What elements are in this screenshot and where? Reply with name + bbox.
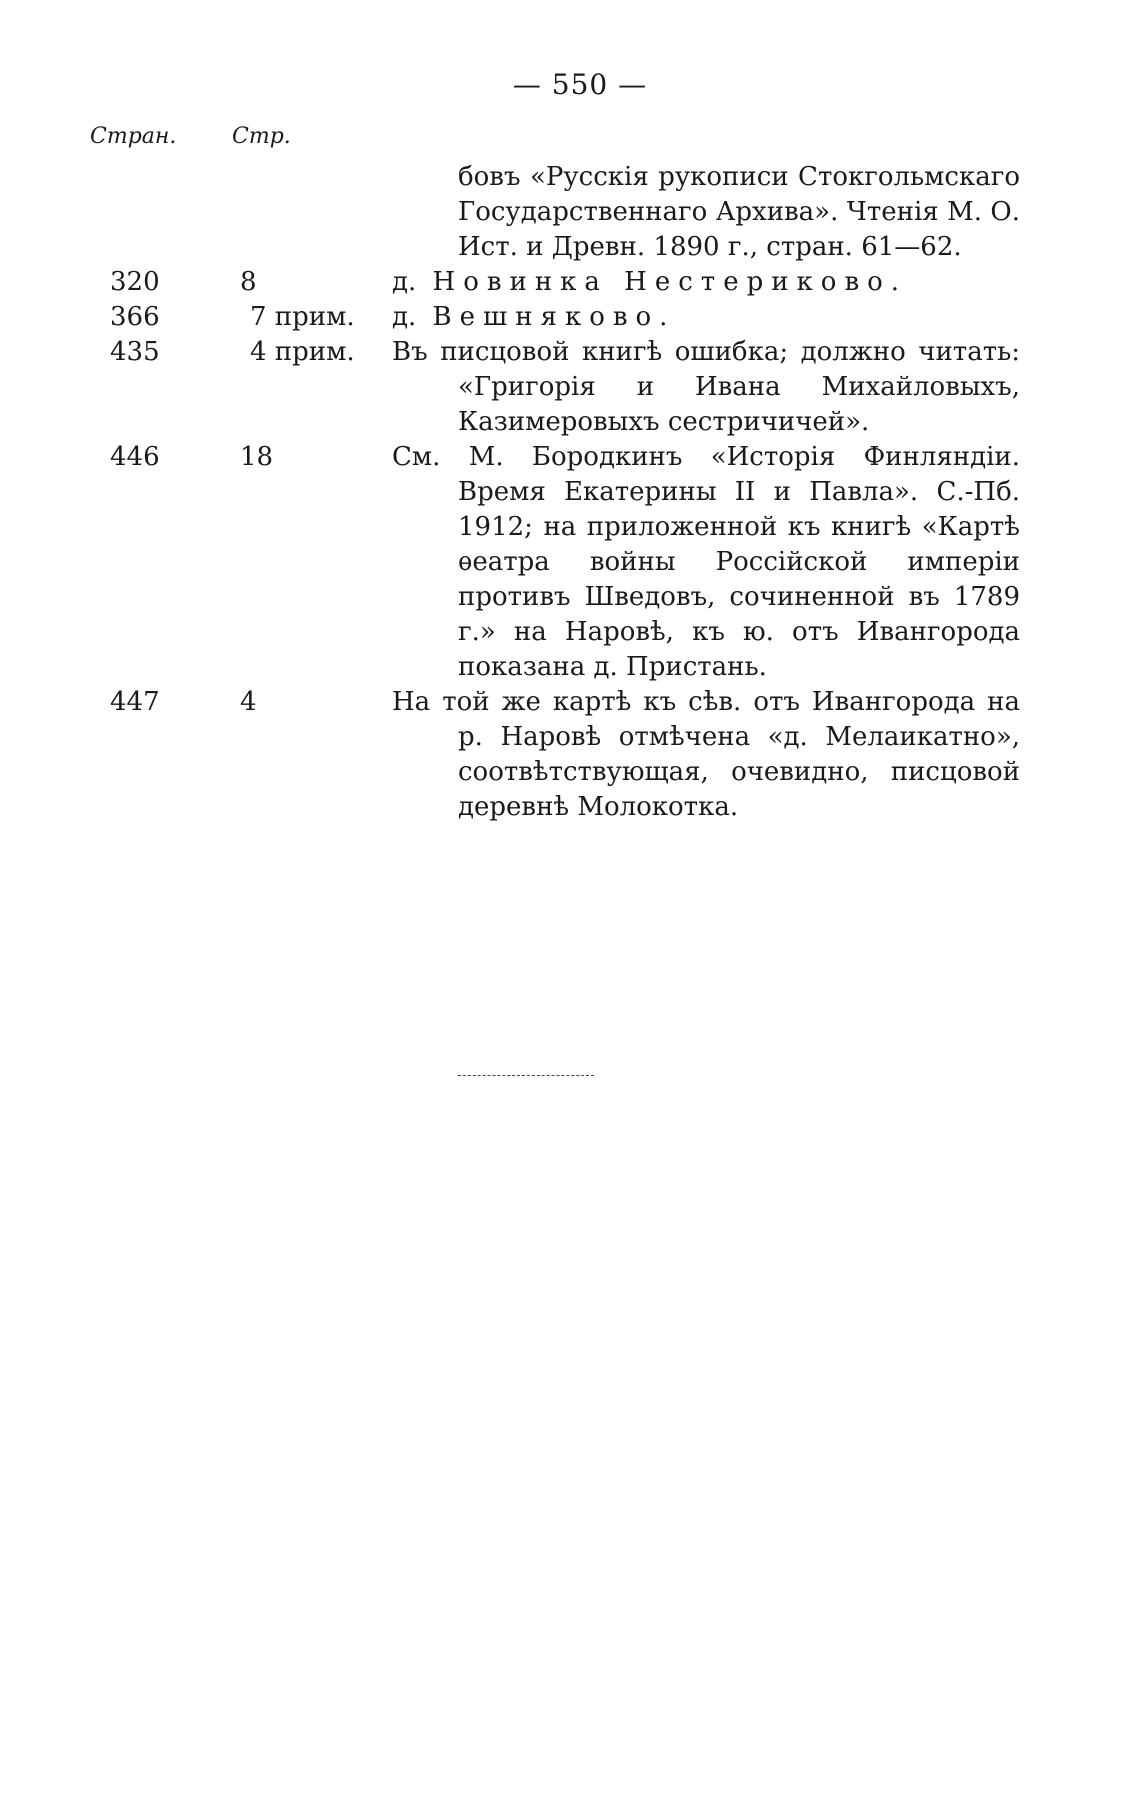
index-entries — [0, 160, 1140, 825]
header-line-column: Стр. — [232, 124, 291, 149]
index-entry — [0, 440, 1140, 685]
entry-line-number: 4 прим. — [250, 337, 355, 367]
page-number: — 550 — — [512, 68, 648, 101]
entry-line-number: 4 — [240, 687, 257, 717]
entry-line-number: 7 прим. — [250, 302, 355, 332]
entry-text: См. М. Бородкинъ «Исторія Финляндіи. Время Екатерины II и Павла». С.-Пб. 1912; на приложенной къ книгѣ «Картѣ ѳеатра войны Россійской имперіи противъ Шведовъ, сочиненной въ 1789 г.» на Наровѣ, къ ю. отъ Ивангорода показана д. Пристань. — [392, 442, 1020, 682]
entry-page-number: 366 — [110, 302, 160, 332]
entry-line-number: 8 — [240, 267, 257, 297]
entry-page-number: 435 — [110, 337, 160, 367]
entry-page-number: 446 — [110, 442, 160, 472]
entry-line-number: 18 — [240, 442, 274, 472]
continuation-text: бовъ «Русскія рукописи Стокгольмскаго Государственнаго Архива». Чтенія М. О. Ист. и Древн. 1890 г., стран. 61—62. — [458, 162, 1020, 262]
entry-page-number: 320 — [110, 267, 160, 297]
entry-lead: д. — [392, 302, 417, 332]
index-entry — [0, 300, 1140, 335]
entry-text — [392, 265, 1020, 300]
entry-body: Новинка Нестериково. — [432, 267, 908, 297]
entry-page-number: 447 — [110, 687, 160, 717]
entry-text — [392, 300, 1020, 335]
section-divider — [458, 1075, 594, 1076]
index-entry — [0, 335, 1140, 440]
entry-body: Вешняково. — [432, 302, 676, 332]
continuation-entry — [0, 160, 1140, 265]
index-entry — [0, 685, 1140, 825]
entry-text: Въ писцовой книгѣ ошибка; должно читать: «Григорія и Ивана Михайловыхъ, Казимеровыхъ сестричичей». — [392, 337, 1020, 437]
index-entry — [0, 265, 1140, 300]
entry-lead: д. — [392, 267, 417, 297]
entry-text: На той же картѣ къ сѣв. отъ Ивангорода на р. Наровѣ отмѣчена «д. Мелаикатно», соотвѣтствующая, очевидно, писцовой деревнѣ Молокотка. — [392, 687, 1020, 822]
header-page-column: Стран. — [90, 124, 177, 149]
